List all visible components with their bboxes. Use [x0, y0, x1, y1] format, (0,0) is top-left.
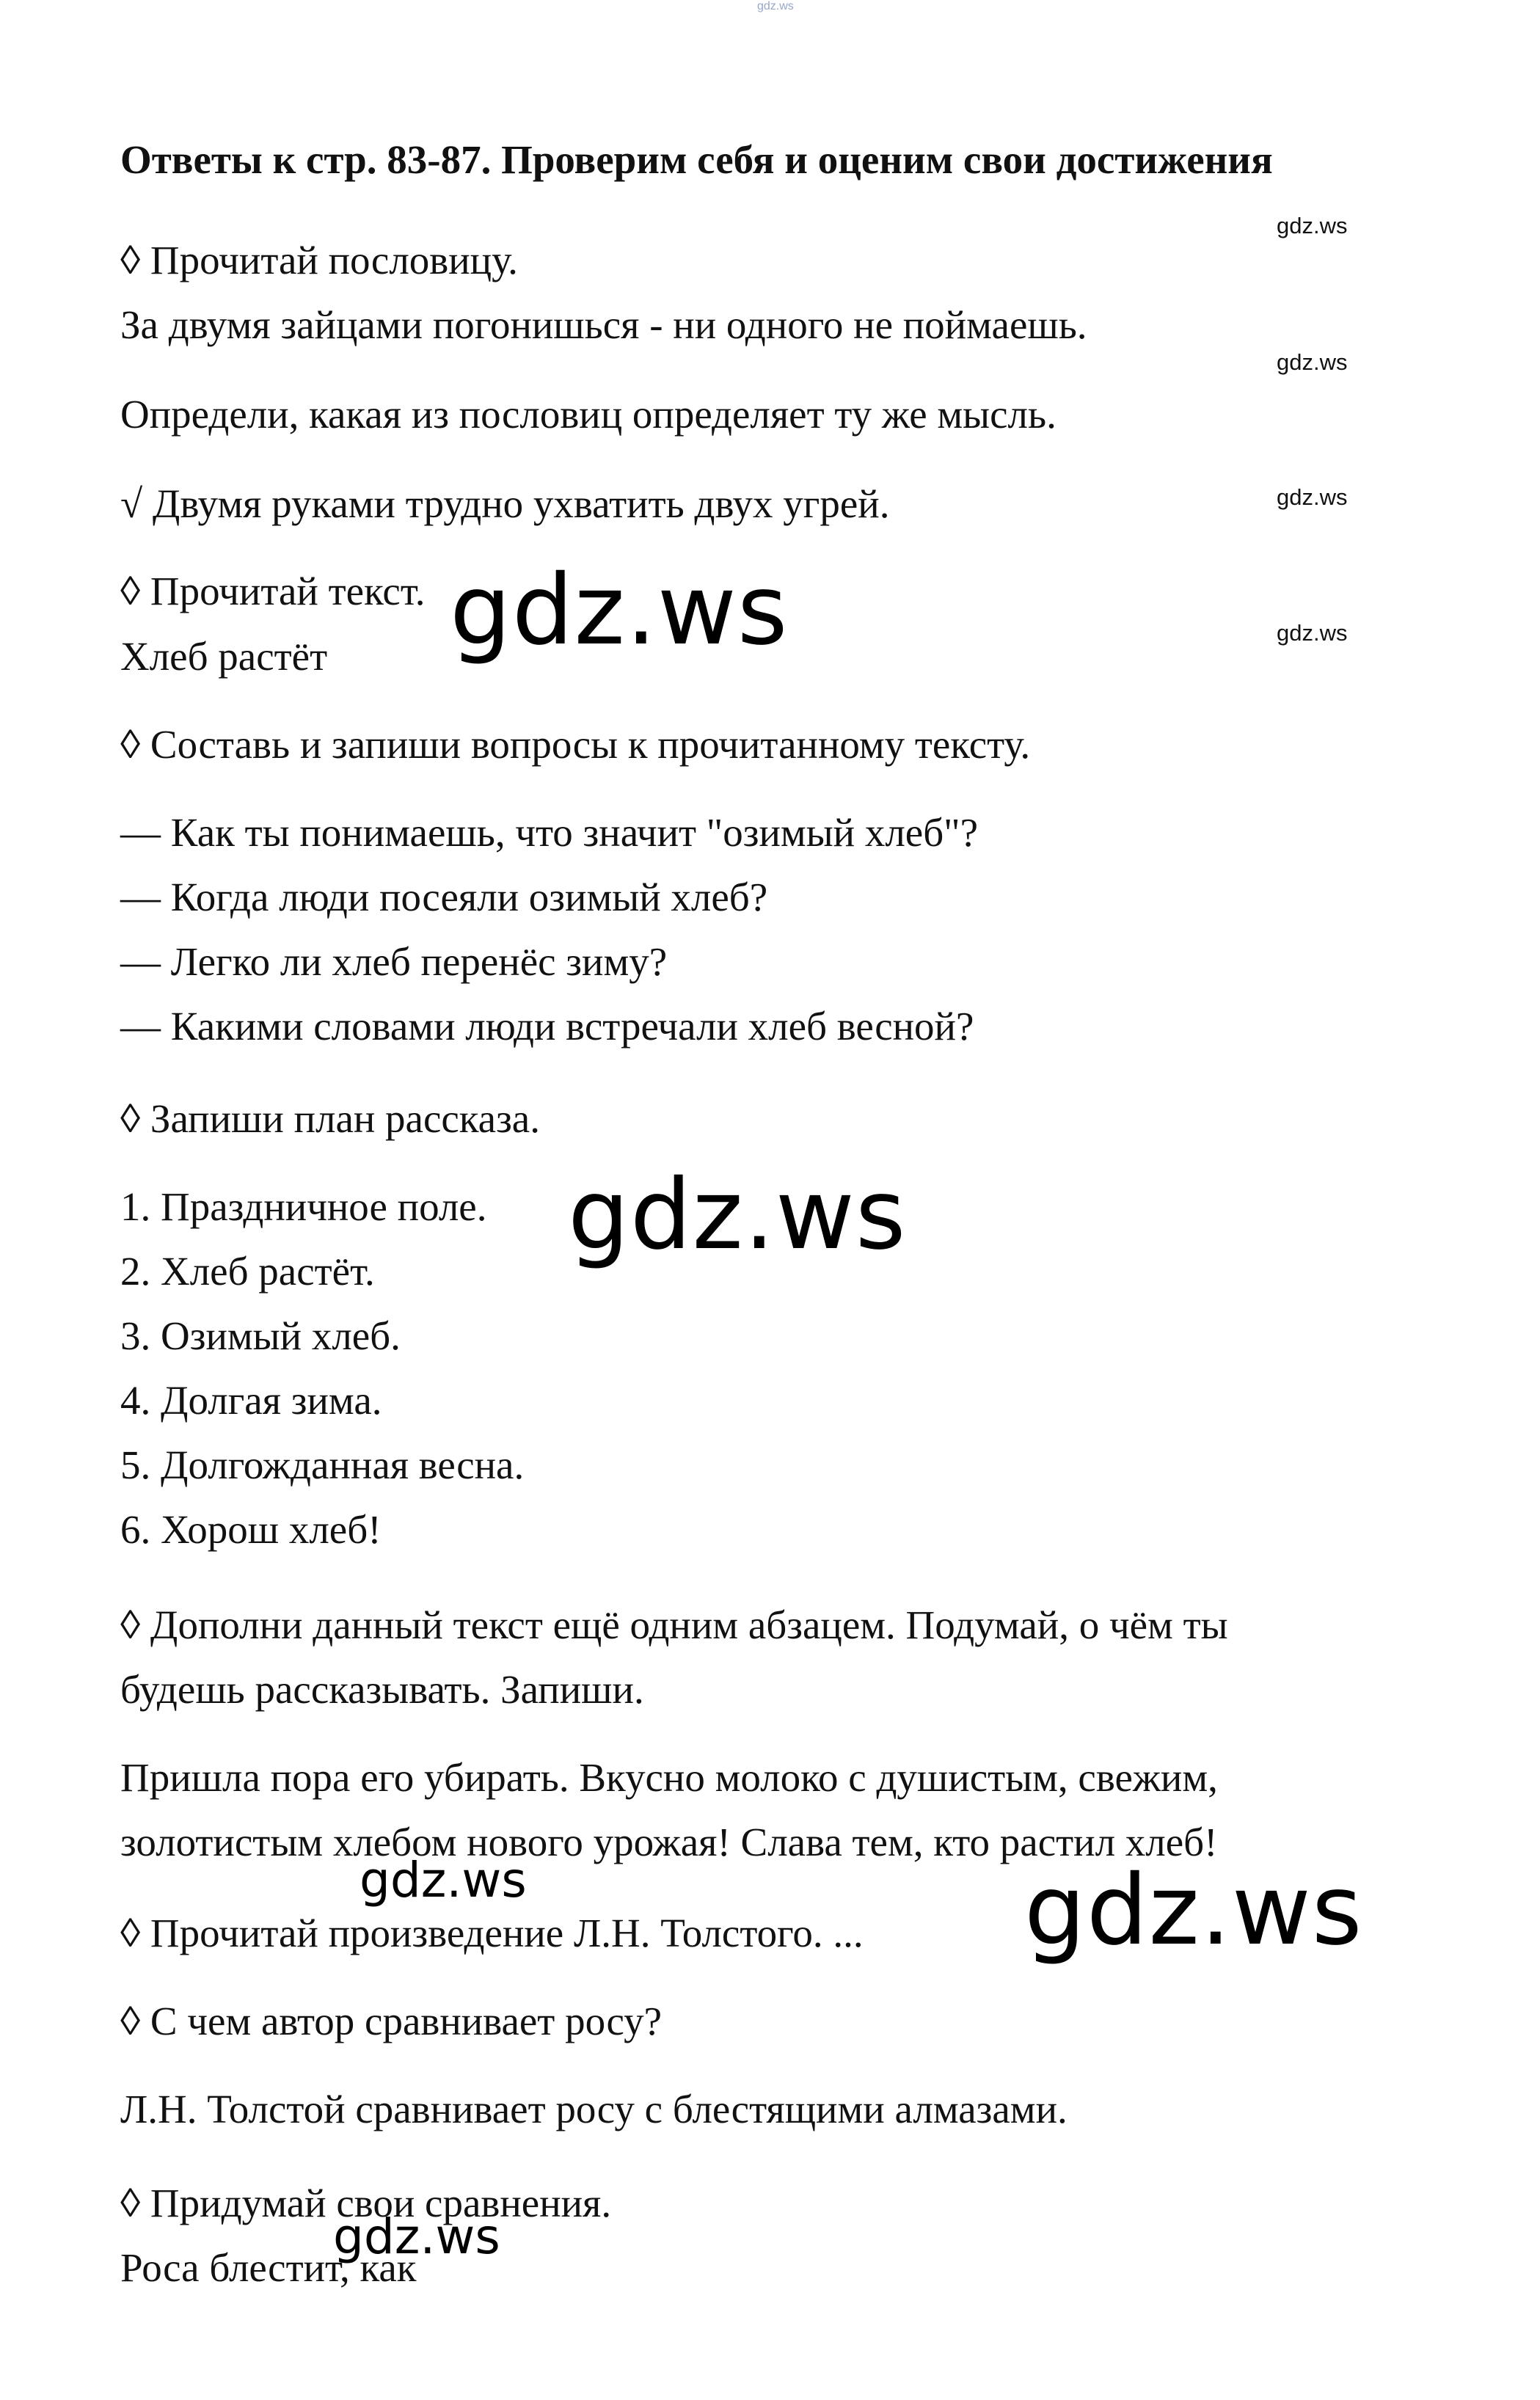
watermark-big-2: gdz.ws [568, 1159, 907, 1272]
paragraph-line-1: Пришла пора его убирать. Вкусно молоко с душистым, свежим, [120, 1755, 1218, 1800]
answer-compare-dew: Л.Н. Толстой сравнивает росу с блестящими алмазами. [120, 2087, 1068, 2131]
task-compare-dew: ◊ С чем автор сравнивает росу? [120, 1999, 663, 2043]
task-add-paragraph-line-1: ◊ Дополни данный текст ещё одним абзацем. Подумай, о чём ты [120, 1602, 1228, 1647]
plan-item-6: 6. Хорош хлеб! [120, 1507, 382, 1552]
plan-item-5: 5. Долгожданная весна. [120, 1442, 525, 1487]
watermark-mid-2: gdz.ws [333, 2208, 500, 2265]
watermark-big-1: gdz.ws [450, 554, 789, 667]
proverb-text: За двумя зайцами погонишься - ни одного не поймаешь. [120, 302, 1087, 347]
task-read-text: ◊ Прочитай текст. [120, 569, 426, 613]
task-read-tolstoy: ◊ Прочитай произведение Л.Н. Толстого. ... [120, 1911, 864, 1955]
task-read-proverb: ◊ Прочитай пословицу. [120, 238, 518, 282]
plan-item-2: 2. Хлеб растёт. [120, 1249, 375, 1294]
task-write-questions: ◊ Составь и запиши вопросы к прочитанному тексту. [120, 722, 1031, 767]
watermark-small-4: gdz.ws [1277, 620, 1348, 646]
task-determine-proverb: Определи, какая из пословиц определяет ту же мысль. [120, 392, 1057, 437]
paragraph-line-2: золотистым хлебом нового урожая! Слава тем, кто растил хлеб! [120, 1820, 1218, 1864]
plan-item-3: 3. Озимый хлеб. [120, 1313, 401, 1358]
watermark-small-1: gdz.ws [1277, 213, 1348, 238]
task-add-paragraph-line-2: будешь рассказывать. Запиши. [120, 1667, 644, 1712]
watermark-top: gdz.ws [757, 0, 794, 12]
question-1: — Как ты понимаешь, что значит "озимый хлеб"? [120, 810, 979, 855]
question-3: — Легко ли хлеб перенёс зиму? [120, 939, 668, 984]
task-invent-comparisons: ◊ Придумай свои сравнения. [120, 2181, 612, 2225]
task-write-plan: ◊ Запиши план рассказа. [120, 1096, 540, 1141]
question-2: — Когда люди посеяли озимый хлеб? [120, 875, 768, 919]
page-title: Ответы к стр. 83-87. Проверим себя и оценим свои достижения [120, 137, 1273, 182]
plan-item-4: 4. Долгая зима. [120, 1378, 382, 1423]
answer-proverb: √ Двумя руками трудно ухватить двух угрей. [120, 481, 890, 526]
watermark-small-2: gdz.ws [1277, 349, 1348, 375]
dew-sparkles-like: Роса блестит, как [120, 2245, 417, 2290]
watermark-small-3: gdz.ws [1277, 484, 1348, 510]
watermark-big-3: gdz.ws [1024, 1854, 1363, 1967]
text-title: Хлеб растёт [120, 634, 328, 679]
question-4: — Какими словами люди встречали хлеб весной? [120, 1004, 974, 1048]
watermark-mid-1: gdz.ws [360, 1852, 527, 1908]
plan-item-1: 1. Праздничное поле. [120, 1184, 487, 1229]
